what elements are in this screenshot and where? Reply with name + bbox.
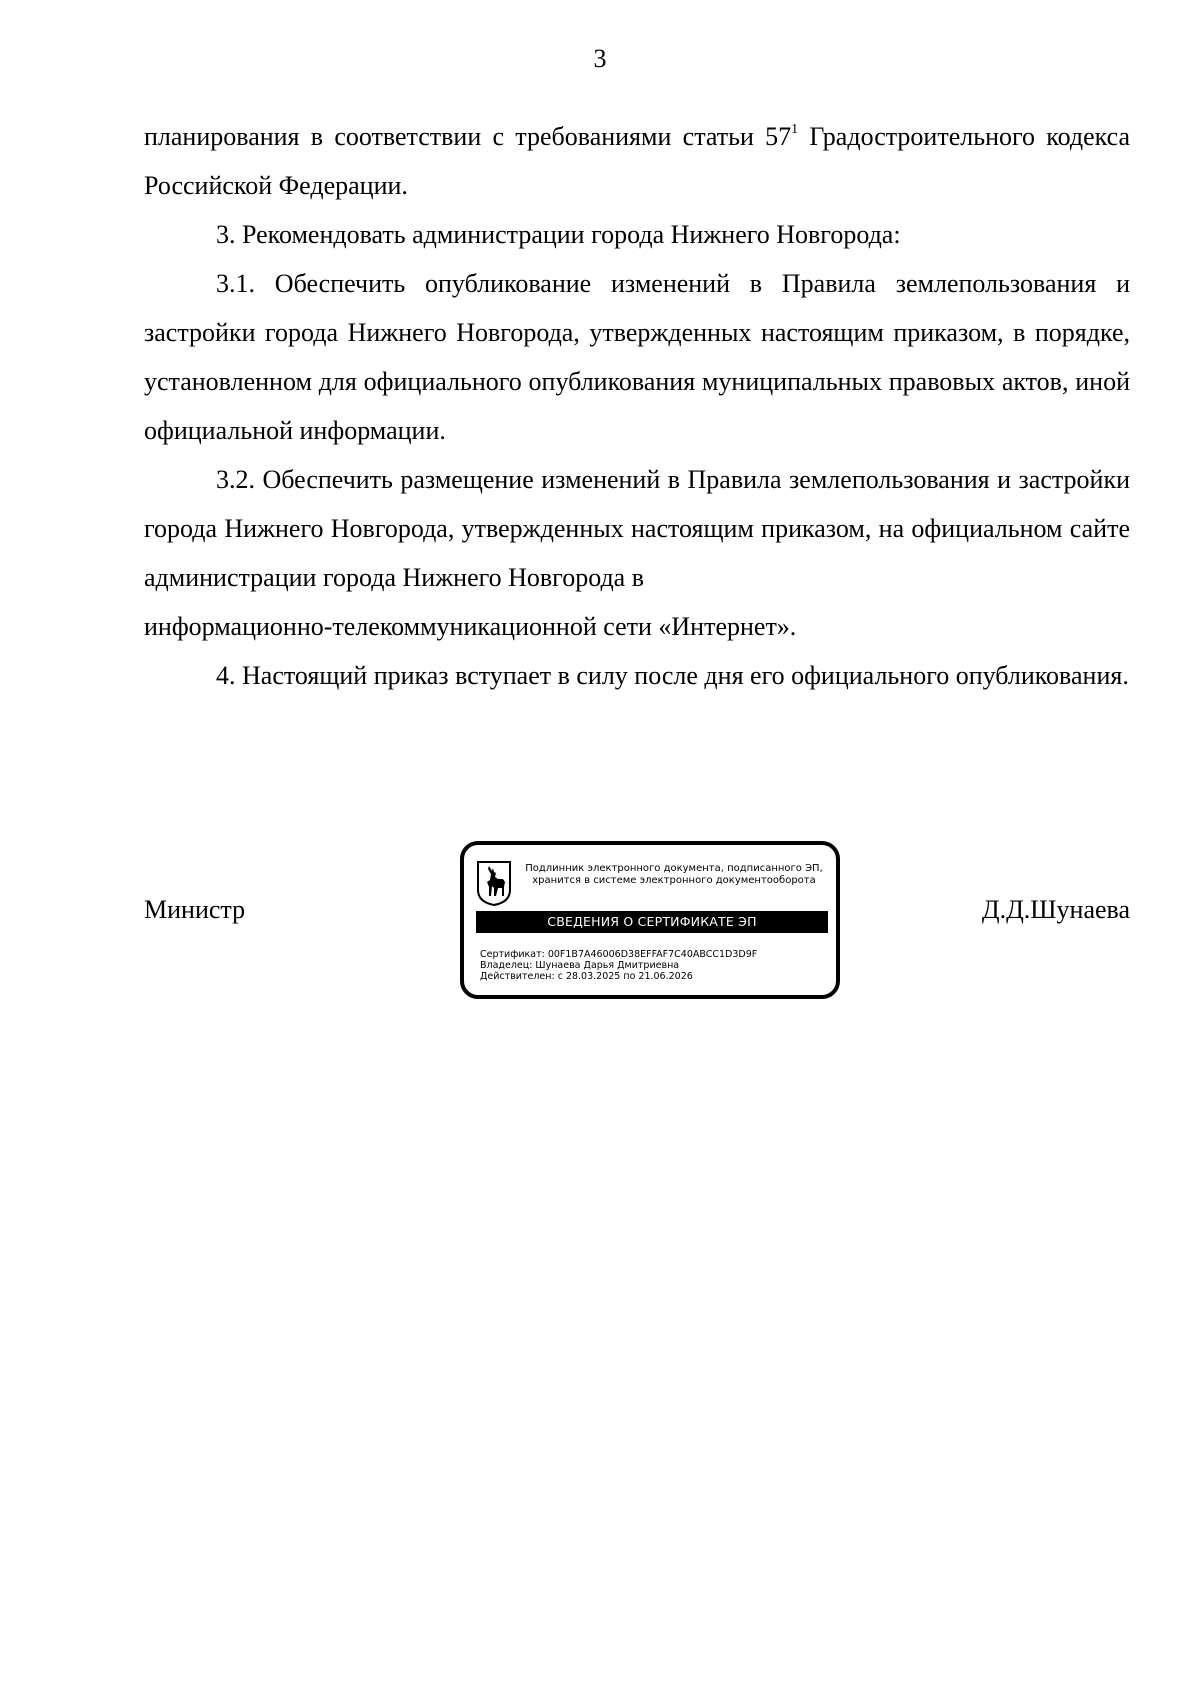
stamp-header-line: хранится в системе электронного документооборота: [532, 875, 816, 886]
signer-name: Д.Д.Шунаева: [981, 895, 1130, 924]
electronic-signature-stamp: [460, 841, 840, 999]
superscript: 1: [791, 122, 799, 137]
paragraph-text: планирования в соответствии с требованиями статьи 57: [144, 122, 792, 151]
stamp-title: СВЕДЕНИЯ О СЕРТИФИКАТЕ ЭП: [476, 911, 828, 933]
deer-coat-of-arms-icon: [476, 860, 512, 906]
page-number: 3: [593, 44, 607, 73]
paragraph-continuation: [144, 112, 1130, 210]
paragraph-item-3: 3. Рекомендовать администрации города Нижнего Новгорода:: [216, 220, 901, 249]
certificate-details: [480, 949, 830, 982]
certificate-owner: Владелец: Шунаева Дарья Дмитриевна: [480, 960, 680, 971]
certificate-number: Сертификат: 00F1B7A46006D38EFFAF7C40ABCC1D3D9F: [480, 949, 758, 960]
signer-position: Министр: [144, 895, 246, 924]
paragraph-text: информационно-телекоммуникационной сети «Интернет».: [144, 612, 797, 641]
stamp-header-line: Подлинник электронного документа, подписанного ЭП,: [525, 863, 823, 874]
stamp-header: [516, 863, 832, 887]
paragraph-item-3-1: 3.1. Обеспечить опубликование изменений в Правила землепользования и застройки города Нижнего Новгорода, утвержденных настоящим приказом, в порядке, установленном для официального опубликования муниципальных правовых актов, иной официальной информации.: [144, 269, 1130, 445]
paragraph-text: 3.2. Обеспечить размещение изменений в Правила землепользования и застройки города Нижнего Новгорода, утвержденных настоящим приказом, на официальном сайте администрации города Нижнего Новгорода в: [144, 465, 1130, 592]
paragraph-item-3-2: [144, 455, 1130, 651]
document-body: [144, 112, 1130, 700]
paragraph-item-4: 4. Настоящий приказ вступает в силу после дня его официального опубликования.: [216, 661, 1129, 690]
certificate-validity: Действителен: с 28.03.2025 по 21.06.2026: [480, 971, 693, 982]
paragraph-text: Градостроительного кодекса Российской Федерации.: [144, 122, 1130, 200]
